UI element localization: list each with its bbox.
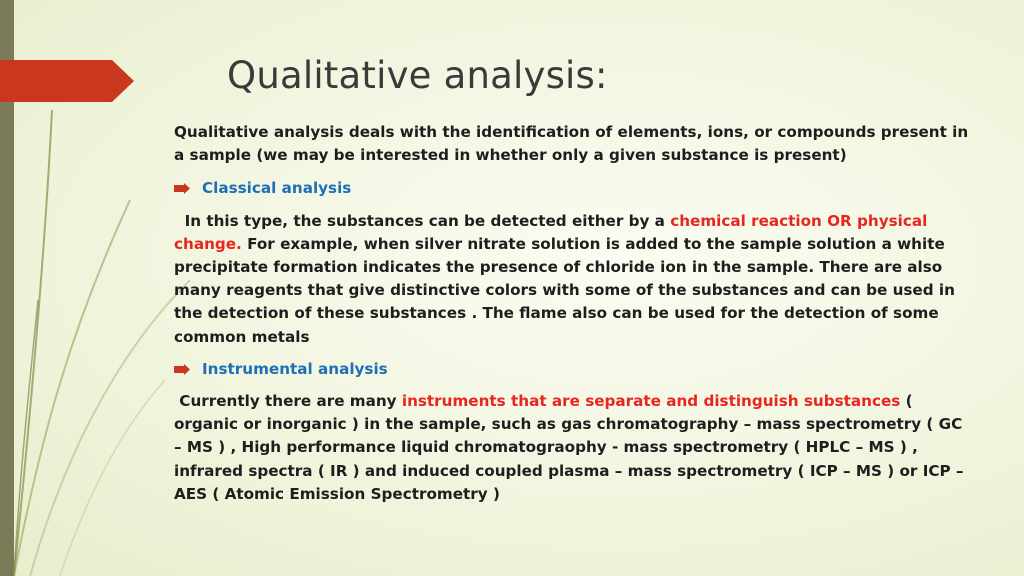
paragraph-text: In this type, the substances can be detected either by a (184, 211, 671, 230)
highlight-text: instruments that are separate and distinguish substances (401, 392, 901, 411)
paragraph-text: ( organic or inorganic ) in the sample, such as gas chromatography – mass spectrometry ( GC – MS ) , High performance liquid chromatograophy - mass spectrometry ( HPLC – MS ) , infrared spectra ( IR ) and induced coupled plasma – mass spectrometry ( ICP – MS ) or ICP – AES ( Atomic Emission Spectrometry ) (174, 392, 964, 503)
title-arrow-shape (0, 60, 134, 102)
bullet-label: Instrumental analysis (202, 359, 388, 378)
slide-title: Qualitative analysis: (227, 54, 608, 97)
arrow-bullet-icon (174, 364, 190, 375)
highlight-text: chemical reaction OR physical change. (174, 211, 928, 253)
paragraph-text: Currently there are many (179, 392, 402, 411)
intro-paragraph: Qualitative analysis deals with the identification of elements, ions, or compounds present in a sample (we may be interested in whether only a given substance is present) (174, 123, 969, 165)
bullet-label: Classical analysis (202, 179, 352, 198)
bullet-instrumental-analysis (174, 358, 974, 381)
bullet-classical-analysis (174, 177, 974, 200)
arrow-bullet-icon (174, 183, 190, 194)
slide-content (174, 121, 974, 515)
classical-analysis-paragraph (174, 210, 974, 349)
paragraph-text: For example, when silver nitrate solution is added to the sample solution a white precipitate formation indicates the presence of chloride ion in the sample. There are also many reagents that give distinctive colors with some of the substances and can be used in the detection of these substances . The flame also can be used for the detection of some common metals (174, 234, 955, 346)
instrumental-analysis-paragraph (174, 390, 974, 506)
